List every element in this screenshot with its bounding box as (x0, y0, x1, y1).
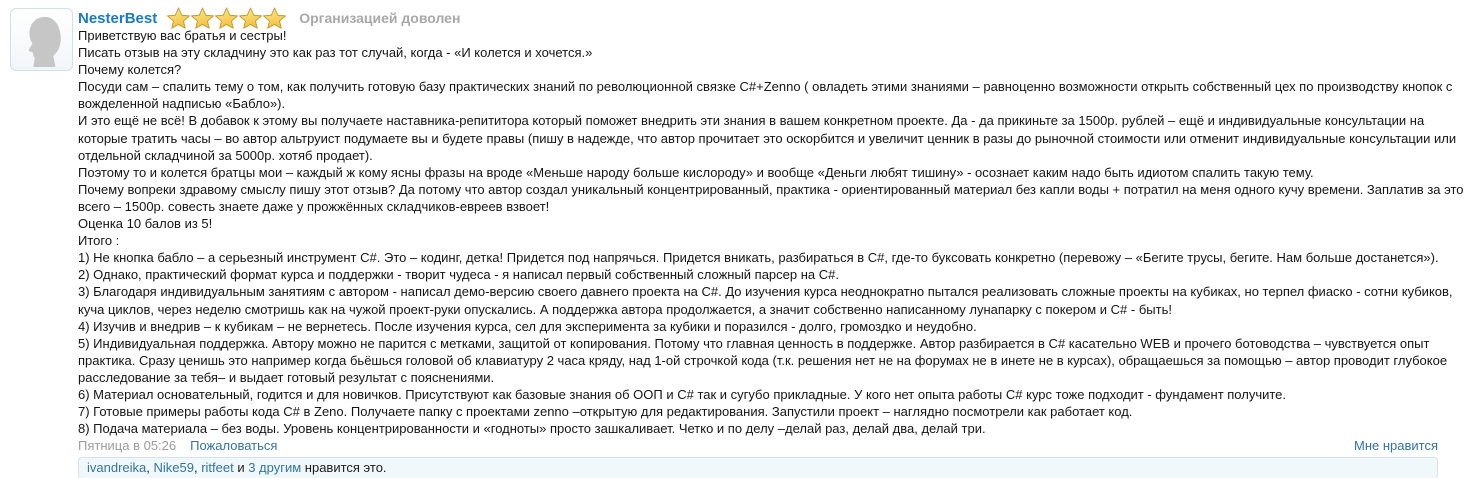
liker-link[interactable]: ivandreika (87, 460, 147, 475)
review-paragraph: 6) Материал основательный, годится и для новичков. Присутствуют как базовые знания об ООП и C# так и сугубо прикладные. У кого нет опыта работы C# курс тоже подходит - фундамент получите. (78, 386, 1287, 402)
review-paragraph: Посуди сам – спалить тему о том, как получить готовую базу практических знаний по революционной связке C#+Zenno ( овладеть этими знаниями – равноценно возможности открыть собственный цех по производству кнопок с вожделенной надписью «Бабло»). (78, 79, 1453, 112)
default-avatar-icon (14, 13, 69, 71)
likes-separator: , (193, 460, 202, 475)
rating-stars (167, 7, 287, 29)
post-header (78, 8, 1474, 28)
review-paragraph: Приветствую вас братья и сестры! (78, 28, 287, 43)
likes-bar (78, 457, 1438, 478)
review-paragraph: 7) Готовые примеры работы кода C# в Zeno. Получаете папку с проектами zenno –открытую для редактирования. Запустили проект – наглядно посмотрели как работает код. (78, 404, 1133, 420)
review-paragraph: Оценка 10 балов из 5! (78, 216, 213, 232)
review-paragraph: 8) Подача материала – без воды. Уровень концентрированности и «годноты» просто зашкаливает. Четко и по делу –делай раз, делай два, делай три. (78, 421, 986, 437)
liker-link[interactable]: Nike59 (153, 460, 194, 475)
review-paragraph: 2) Однако, практический формат курса и поддержки - творит чудеса - я написал первый собственный сложный парсер на C#. (78, 267, 839, 283)
review-paragraph: 4) Изучив и внедрив – к кубикам – не вернетесь. После изучения курса, сел для эксперимента за кубики и поразился - долго, громоздко и неудобно. (78, 318, 977, 334)
star-icon (239, 7, 262, 29)
star-icon (167, 7, 190, 29)
review-paragraph: 3) Благодаря индивидуальным занятиям с автором - написал демо-версию своего давнего проекта на C#. До изучения курса неоднократно пытался реализовать сложные проекты на кубиках, но терпел фиаско - сотни кубиков, куча циклов, через неделю смотришь как на чужой проект-руки опускались. А поддержка автора продолжается, а значит собственно написанному лунапарку с покером и C# - быть! (78, 284, 1453, 317)
other-likers-link[interactable]: 3 другим (248, 460, 302, 475)
review-paragraph: И это ещё не всё! В добавок к этому вы получаете наставника-репититора который поможет внедрить эти знания в вашем конкретном проекте. Да - да прикиньте за 1500р. рублей – ещё и индивидуальные консультации на которые тратить часы – во автор альтруист подумаете вы и будете правы (пишу в надежде, что автор прочитает это оскорбится и увеличит ценник в разы до рыночной стоимости или отменит индивидуальные консультации или отдельной складчиной за 5000р. хотяб продает). (78, 113, 1457, 163)
review-paragraph: Писать отзыв на эту складчину это как раз тот случай, когда - «И колется и хочется.» (78, 45, 593, 61)
star-icon (215, 7, 238, 29)
review-paragraph: Почему вопреки здравому смыслу пишу этот отзыв? Да потому что автор создал уникальный концентрированный, практика - ориентированный материал без капли воды + потратил на меня одного кучу времени. Заплатив за это всего – 1500р. совесть знаете даже у прожжённых складчиков-евреев взвоет! (78, 181, 1464, 214)
star-icon (263, 7, 286, 29)
likes-conjunction: и (233, 460, 249, 475)
likes-suffix: нравится это. (301, 460, 387, 475)
review-paragraph: Поэтому то и колется братцы мои – каждый ж кому ясны фразы на вроде «Меньше народу больше кислороду» и вообще «Деньги любят тишину» - осознает каким надо быть идиотом спалить такую тему. (78, 164, 1314, 180)
avatar[interactable] (10, 8, 73, 71)
timestamp: Пятница в 05:26 (78, 438, 177, 453)
review-paragraph: Итого : (78, 233, 120, 249)
post-footer (78, 438, 1438, 453)
member-status-label: Организацией доволен (299, 10, 461, 26)
likes-text (87, 460, 387, 475)
review-paragraph: Почему колется? (78, 62, 182, 78)
liker-link[interactable]: ritfeet (201, 460, 234, 475)
likes-separator: , (146, 460, 154, 475)
review-body (78, 27, 1466, 439)
like-link[interactable]: Мне нравится (1353, 438, 1438, 453)
review-paragraph: 5) Индивидуальная поддержка. Автору можно не парится с метками, защитой от копирования. Потому что главная ценность в поддержке. Автор разбирается в C# касательно WEB и прочего ботоводства – чувствуется опыт практика. Сразу ценишь это например когда бьёшься головой об клавиатуру 2 часа кряду, над 1-ой строчкой кода (т.к. решения нет не на форумах не в инете не в курсах), обращаешься за помощью – автор проводит глубокое расследование за тебя– и выдает готовый результат с пояснениями. (78, 335, 1448, 385)
username-link[interactable]: NesterBest (78, 9, 158, 27)
star-icon (191, 7, 214, 29)
review-paragraph: 1) Не кнопка бабло – а серьезный инструмент C#. Это – кодинг, детка! Придется под напрячься. Придется вникать, разбираться в C#, где-то буксовать конкретно (перевожу – «Бегите трусы, бегите. Нам больше достанется»). (78, 250, 1439, 266)
report-link[interactable]: Пожаловаться (190, 438, 278, 453)
post-content (78, 8, 1474, 475)
